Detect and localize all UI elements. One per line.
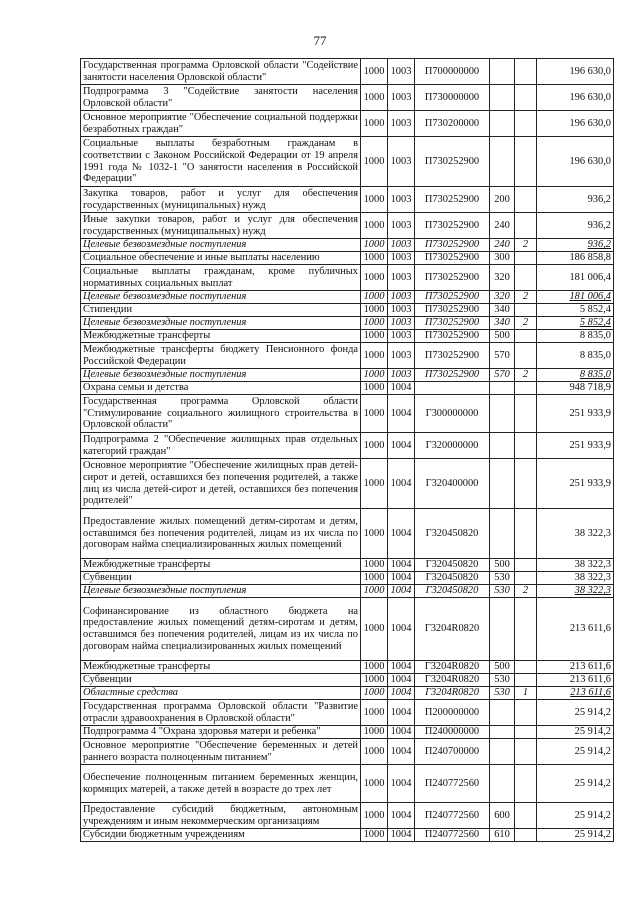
amount: 8 835,0 [537, 330, 614, 343]
amount: 936,2 [537, 187, 614, 213]
section-code: 1000 [361, 187, 388, 213]
table-row [81, 111, 614, 137]
table-row [81, 59, 614, 85]
subsection-code: 1003 [388, 137, 415, 187]
amount: 38 322,3 [537, 559, 614, 572]
expense-type-code [490, 59, 515, 85]
target-article-code: П730252900 [415, 317, 490, 330]
section-code: 1000 [361, 700, 388, 726]
row-name: Межбюджетные трансферты [81, 330, 361, 343]
expense-type-code [490, 395, 515, 433]
table-row [81, 509, 614, 559]
amount: 186 858,8 [537, 252, 614, 265]
subsection-code: 1004 [388, 829, 415, 842]
table-row [81, 265, 614, 291]
funding-source-code [515, 265, 537, 291]
target-article-code: П730252900 [415, 239, 490, 252]
funding-source-code: 2 [515, 585, 537, 598]
funding-source-code [515, 572, 537, 585]
table-row [81, 700, 614, 726]
subsection-code: 1004 [388, 382, 415, 395]
amount: 8 835,0 [537, 369, 614, 382]
section-code: 1000 [361, 803, 388, 829]
expense-type-code: 530 [490, 585, 515, 598]
funding-source-code [515, 674, 537, 687]
table-row [81, 304, 614, 317]
expense-type-code: 530 [490, 572, 515, 585]
target-article-code: Г320450820 [415, 509, 490, 559]
row-name: Основное мероприятие "Обеспечение жилищных прав детей-сирот и детей, оставшихся без попечения родителей, а также лиц из числа детей-сирот и детей, оставшихся без попечения родителей" [81, 459, 361, 509]
funding-source-code [515, 433, 537, 459]
expense-type-code: 600 [490, 803, 515, 829]
expense-type-code: 240 [490, 213, 515, 239]
target-article-code: Г3204R0820 [415, 674, 490, 687]
funding-source-code [515, 509, 537, 559]
table-row [81, 739, 614, 765]
target-article-code: П730252900 [415, 304, 490, 317]
expense-type-code [490, 85, 515, 111]
expense-type-code: 500 [490, 330, 515, 343]
funding-source-code [515, 803, 537, 829]
row-name: Подпрограмма 3 "Содействие занятости населения Орловской области" [81, 85, 361, 111]
expense-type-code [490, 598, 515, 661]
table-row [81, 687, 614, 700]
table-row [81, 395, 614, 433]
amount: 936,2 [537, 239, 614, 252]
expense-type-code [490, 726, 515, 739]
table-row [81, 317, 614, 330]
expense-type-code [490, 739, 515, 765]
subsection-code: 1004 [388, 433, 415, 459]
row-name: Целевые безвозмездные поступления [81, 291, 361, 304]
section-code: 1000 [361, 687, 388, 700]
funding-source-code [515, 137, 537, 187]
amount: 213 611,6 [537, 598, 614, 661]
table-row [81, 382, 614, 395]
funding-source-code: 2 [515, 369, 537, 382]
page-number: 77 [313, 33, 327, 48]
row-name: Основное мероприятие "Обеспечение социальной поддержки безработных граждан" [81, 111, 361, 137]
row-name: Социальные выплаты безработным гражданам в соответствии с Законом Российской Федерации от 19 апреля 1991 года № 1032-1 "О занятости населения в Российской Федерации" [81, 137, 361, 187]
amount: 38 322,3 [537, 585, 614, 598]
row-name: Обеспечение полноценным питанием беременных женщин, кормящих матерей, а также детей в возрасте до трех лет [81, 765, 361, 803]
subsection-code: 1003 [388, 239, 415, 252]
funding-source-code [515, 598, 537, 661]
expense-type-code [490, 137, 515, 187]
subsection-code: 1004 [388, 765, 415, 803]
expense-type-code: 570 [490, 343, 515, 369]
amount: 25 914,2 [537, 803, 614, 829]
amount: 25 914,2 [537, 829, 614, 842]
section-code: 1000 [361, 726, 388, 739]
table-row [81, 85, 614, 111]
subsection-code: 1004 [388, 739, 415, 765]
amount: 38 322,3 [537, 572, 614, 585]
expense-type-code: 530 [490, 687, 515, 700]
table-row [81, 252, 614, 265]
expense-type-code [490, 700, 515, 726]
subsection-code: 1004 [388, 661, 415, 674]
target-article-code: П240000000 [415, 726, 490, 739]
target-article-code: П730252900 [415, 137, 490, 187]
subsection-code: 1004 [388, 459, 415, 509]
section-code: 1000 [361, 382, 388, 395]
table-row [81, 598, 614, 661]
row-name: Государственная программа Орловской области "Стимулирование социального жилищного строительства в Орловской области" [81, 395, 361, 433]
target-article-code: Г3204R0820 [415, 687, 490, 700]
subsection-code: 1003 [388, 317, 415, 330]
subsection-code: 1004 [388, 559, 415, 572]
row-name: Субвенции [81, 674, 361, 687]
amount: 196 630,0 [537, 59, 614, 85]
table-row [81, 803, 614, 829]
subsection-code: 1004 [388, 726, 415, 739]
row-name: Основное мероприятие "Обеспечение беременных и детей раннего возраста полноценным питанием" [81, 739, 361, 765]
row-name: Межбюджетные трансферты [81, 661, 361, 674]
funding-source-code [515, 739, 537, 765]
subsection-code: 1003 [388, 187, 415, 213]
row-name: Иные закупки товаров, работ и услуг для обеспечения государственных (муниципальных) нужд [81, 213, 361, 239]
target-article-code: П240772560 [415, 765, 490, 803]
target-article-code: П730252900 [415, 369, 490, 382]
target-article-code: П730000000 [415, 85, 490, 111]
subsection-code: 1004 [388, 674, 415, 687]
expense-type-code [490, 459, 515, 509]
target-article-code: П240772560 [415, 803, 490, 829]
section-code: 1000 [361, 661, 388, 674]
amount: 5 852,4 [537, 304, 614, 317]
section-code: 1000 [361, 559, 388, 572]
funding-source-code [515, 726, 537, 739]
amount: 251 933,9 [537, 433, 614, 459]
section-code: 1000 [361, 433, 388, 459]
amount: 25 914,2 [537, 700, 614, 726]
subsection-code: 1003 [388, 304, 415, 317]
expense-type-code [490, 382, 515, 395]
expense-type-code: 610 [490, 829, 515, 842]
expense-type-code: 500 [490, 661, 515, 674]
table-row [81, 213, 614, 239]
target-article-code: П730252900 [415, 252, 490, 265]
target-article-code: П730252900 [415, 187, 490, 213]
section-code: 1000 [361, 265, 388, 291]
expense-type-code [490, 111, 515, 137]
table-row [81, 726, 614, 739]
row-name: Предоставление жилых помещений детям-сиротам и детям, оставшимся без попечения родителей, лицам из их числа по договорам найма специализированных жилых помещений [81, 509, 361, 559]
amount: 181 006,4 [537, 291, 614, 304]
section-code: 1000 [361, 739, 388, 765]
expense-type-code: 200 [490, 187, 515, 213]
expense-type-code [490, 509, 515, 559]
amount: 25 914,2 [537, 739, 614, 765]
row-name: Закупка товаров, работ и услуг для обеспечения государственных (муниципальных) нужд [81, 187, 361, 213]
funding-source-code [515, 343, 537, 369]
section-code: 1000 [361, 459, 388, 509]
subsection-code: 1003 [388, 265, 415, 291]
funding-source-code: 2 [515, 317, 537, 330]
funding-source-code [515, 661, 537, 674]
row-name: Целевые безвозмездные поступления [81, 585, 361, 598]
budget-table [80, 58, 614, 842]
subsection-code: 1003 [388, 213, 415, 239]
target-article-code: П730252900 [415, 330, 490, 343]
funding-source-code [515, 252, 537, 265]
funding-source-code: 2 [515, 239, 537, 252]
funding-source-code [515, 559, 537, 572]
table-row [81, 674, 614, 687]
amount: 8 835,0 [537, 343, 614, 369]
subsection-code: 1003 [388, 330, 415, 343]
row-name: Предоставление субсидий бюджетным, автономным учреждениям и иным некоммерческим организациям [81, 803, 361, 829]
row-name: Подпрограмма 4 "Охрана здоровья матери и ребенка" [81, 726, 361, 739]
table-row [81, 661, 614, 674]
amount: 213 611,6 [537, 661, 614, 674]
amount: 251 933,9 [537, 395, 614, 433]
subsection-code: 1003 [388, 343, 415, 369]
table-row [81, 765, 614, 803]
section-code: 1000 [361, 304, 388, 317]
row-name: Государственная программа Орловской области "Содействие занятости населения Орловской области" [81, 59, 361, 85]
section-code: 1000 [361, 829, 388, 842]
funding-source-code [515, 700, 537, 726]
funding-source-code [515, 765, 537, 803]
row-name: Государственная программа Орловской области "Развитие отрасли здравоохранения в Орловской области" [81, 700, 361, 726]
section-code: 1000 [361, 395, 388, 433]
amount: 25 914,2 [537, 765, 614, 803]
section-code: 1000 [361, 59, 388, 85]
amount: 213 611,6 [537, 687, 614, 700]
funding-source-code [515, 395, 537, 433]
subsection-code: 1004 [388, 700, 415, 726]
amount: 251 933,9 [537, 459, 614, 509]
amount: 5 852,4 [537, 317, 614, 330]
funding-source-code: 2 [515, 291, 537, 304]
target-article-code: П240700000 [415, 739, 490, 765]
table-row [81, 559, 614, 572]
subsection-code: 1003 [388, 291, 415, 304]
subsection-code: 1003 [388, 85, 415, 111]
target-article-code: Г320450820 [415, 585, 490, 598]
section-code: 1000 [361, 137, 388, 187]
target-article-code: Г300000000 [415, 395, 490, 433]
amount: 948 718,9 [537, 382, 614, 395]
row-name: Социальные выплаты гражданам, кроме публичных нормативных социальных выплат [81, 265, 361, 291]
row-name: Областные средства [81, 687, 361, 700]
section-code: 1000 [361, 85, 388, 111]
table-row [81, 239, 614, 252]
funding-source-code [515, 59, 537, 85]
amount: 213 611,6 [537, 674, 614, 687]
target-article-code [415, 382, 490, 395]
funding-source-code [515, 459, 537, 509]
funding-source-code [515, 330, 537, 343]
subsection-code: 1003 [388, 59, 415, 85]
target-article-code: Г320400000 [415, 459, 490, 509]
funding-source-code [515, 187, 537, 213]
table-row [81, 343, 614, 369]
table-row [81, 585, 614, 598]
section-code: 1000 [361, 765, 388, 803]
row-name: Стипендии [81, 304, 361, 317]
table-row [81, 187, 614, 213]
section-code: 1000 [361, 111, 388, 137]
target-article-code: Г3204R0820 [415, 598, 490, 661]
table-row [81, 572, 614, 585]
expense-type-code: 240 [490, 239, 515, 252]
table-row [81, 291, 614, 304]
expense-type-code [490, 433, 515, 459]
row-name: Межбюджетные трансферты бюджету Пенсионного фонда Российской Федерации [81, 343, 361, 369]
amount: 196 630,0 [537, 85, 614, 111]
section-code: 1000 [361, 252, 388, 265]
row-name: Целевые безвозмездные поступления [81, 369, 361, 382]
section-code: 1000 [361, 213, 388, 239]
section-code: 1000 [361, 369, 388, 382]
section-code: 1000 [361, 291, 388, 304]
table-row [81, 829, 614, 842]
target-article-code: П730252900 [415, 265, 490, 291]
table-row [81, 137, 614, 187]
subsection-code: 1004 [388, 509, 415, 559]
row-name: Софинансирование из областного бюджета на предоставление жилых помещений детям-сиротам и детям, оставшимся без попечения родителей, лицам из их числа по договорам найма специализированных жилых помещений [81, 598, 361, 661]
expense-type-code: 340 [490, 304, 515, 317]
funding-source-code [515, 111, 537, 137]
expense-type-code: 500 [490, 559, 515, 572]
row-name: Межбюджетные трансферты [81, 559, 361, 572]
amount: 181 006,4 [537, 265, 614, 291]
row-name: Целевые безвозмездные поступления [81, 239, 361, 252]
target-article-code: П730252900 [415, 291, 490, 304]
funding-source-code [515, 382, 537, 395]
subsection-code: 1004 [388, 598, 415, 661]
section-code: 1000 [361, 330, 388, 343]
table-row [81, 330, 614, 343]
subsection-code: 1004 [388, 572, 415, 585]
section-code: 1000 [361, 572, 388, 585]
row-name: Социальное обеспечение и иные выплаты населению [81, 252, 361, 265]
funding-source-code [515, 829, 537, 842]
funding-source-code: 1 [515, 687, 537, 700]
table-row [81, 433, 614, 459]
amount: 936,2 [537, 213, 614, 239]
subsection-code: 1003 [388, 369, 415, 382]
row-name: Субвенции [81, 572, 361, 585]
target-article-code: Г320000000 [415, 433, 490, 459]
section-code: 1000 [361, 509, 388, 559]
section-code: 1000 [361, 239, 388, 252]
subsection-code: 1003 [388, 111, 415, 137]
funding-source-code [515, 213, 537, 239]
funding-source-code [515, 304, 537, 317]
target-article-code: П730200000 [415, 111, 490, 137]
target-article-code: П200000000 [415, 700, 490, 726]
expense-type-code: 300 [490, 252, 515, 265]
expense-type-code: 340 [490, 317, 515, 330]
amount: 38 322,3 [537, 509, 614, 559]
amount: 196 630,0 [537, 111, 614, 137]
section-code: 1000 [361, 598, 388, 661]
target-article-code: П700000000 [415, 59, 490, 85]
row-name: Подпрограмма 2 "Обеспечение жилищных прав отдельных категорий граждан" [81, 433, 361, 459]
target-article-code: Г320450820 [415, 559, 490, 572]
target-article-code: Г3204R0820 [415, 661, 490, 674]
target-article-code: П730252900 [415, 343, 490, 369]
expense-type-code [490, 765, 515, 803]
expense-type-code: 320 [490, 265, 515, 291]
target-article-code: П730252900 [415, 213, 490, 239]
target-article-code: Г320450820 [415, 572, 490, 585]
subsection-code: 1004 [388, 395, 415, 433]
row-name: Субсидии бюджетным учреждениям [81, 829, 361, 842]
amount: 196 630,0 [537, 137, 614, 187]
table-row [81, 369, 614, 382]
table-row [81, 459, 614, 509]
expense-type-code: 320 [490, 291, 515, 304]
subsection-code: 1004 [388, 585, 415, 598]
section-code: 1000 [361, 343, 388, 369]
row-name: Охрана семьи и детства [81, 382, 361, 395]
row-name: Целевые безвозмездные поступления [81, 317, 361, 330]
section-code: 1000 [361, 585, 388, 598]
expense-type-code: 570 [490, 369, 515, 382]
section-code: 1000 [361, 317, 388, 330]
expense-type-code: 530 [490, 674, 515, 687]
subsection-code: 1004 [388, 687, 415, 700]
amount: 25 914,2 [537, 726, 614, 739]
section-code: 1000 [361, 674, 388, 687]
subsection-code: 1003 [388, 252, 415, 265]
funding-source-code [515, 85, 537, 111]
subsection-code: 1004 [388, 803, 415, 829]
target-article-code: П240772560 [415, 829, 490, 842]
